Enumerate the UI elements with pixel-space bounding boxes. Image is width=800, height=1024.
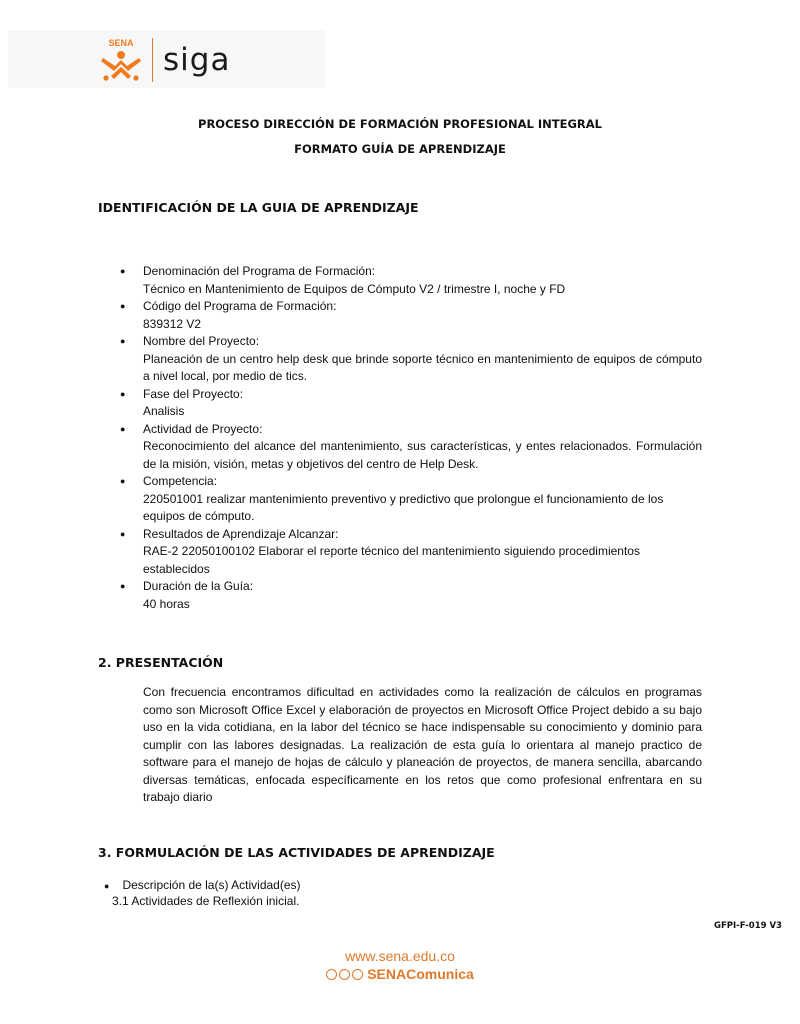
share-icon: [339, 969, 350, 980]
list-item: [120, 386, 702, 421]
item-label: Actividad de Proyecto:: [143, 421, 263, 436]
format-title: FORMATO GUÍA DE APRENDIZAJE: [294, 142, 506, 156]
list-item: [120, 526, 702, 579]
bullet-icon: ●: [120, 528, 126, 539]
identification-heading: IDENTIFICACIÓN DE LA GUIA DE APRENDIZAJE: [98, 200, 419, 215]
item-value: 220501001 realizar mantenimiento preventivo y predictivo que prolongue el funcionamiento de los equipos de cómputo.: [143, 491, 664, 523]
activity-subsection: 3.1 Actividades de Reflexión inicial.: [112, 894, 300, 908]
info-icon: [352, 969, 363, 980]
svg-text:SENA: SENA: [108, 38, 134, 48]
bullet-icon: ●: [120, 266, 126, 276]
presentation-heading: 2. PRESENTACIÓN: [98, 655, 224, 670]
footer-social: [0, 966, 800, 982]
siga-logo: siga: [163, 42, 231, 78]
list-item: [120, 333, 702, 386]
cc-icon: [326, 969, 337, 980]
item-value: 839312 V2: [143, 316, 202, 331]
item-value: Analisis: [143, 404, 185, 418]
list-item: [120, 578, 702, 613]
bullet-icon: ●: [120, 301, 126, 311]
item-value: 40 horas: [143, 596, 190, 611]
item-label: Resultados de Aprendizaje Alcanzar:: [143, 526, 339, 541]
activity-description-text: Descripción de la(s) Actividad(es): [122, 878, 301, 892]
item-label: Nombre del Proyecto:: [143, 334, 260, 348]
bullet-icon: ●: [120, 388, 126, 399]
formulation-heading: 3. FORMULACIÓN DE LAS ACTIVIDADES DE APRENDIZAJE: [98, 845, 495, 860]
item-label: Código del Programa de Formación:: [143, 299, 337, 313]
social-icons: [326, 969, 363, 980]
process-title: PROCESO DIRECCIÓN DE FORMACIÓN PROFESIONAL INTEGRAL: [198, 117, 602, 131]
item-label: Denominación del Programa de Formación:: [143, 264, 376, 278]
list-item: [120, 421, 702, 474]
list-item: [120, 298, 702, 333]
sena-logo-icon: [96, 36, 146, 84]
presentation-text: Con frecuencia encontramos dificultad en actividades como la realización de cálculos en programas como son Microsoft Office Excel y elaboración de proyectos en Microsoft Office Project debido a su bajo uso en la vida cotidiana, en la labor del técnico se hace indispensable su conocimiento y dominio para cumplir con las labores designadas. La realización de esta guía lo orientara al manejo practico de software para el manejo de hojas de cálculo y planeación de proyectos, de manera sencilla, abarcando diversas temáticas, enfocada específicamente en los retos que como profesional enfrentara en su trabajo diario: [143, 685, 702, 804]
bullet-icon: ●: [120, 336, 126, 346]
social-handle[interactable]: SENAComunica: [367, 966, 474, 982]
bullet-icon: ●: [104, 881, 110, 891]
item-value: Técnico en Mantenimiento de Equipos de Cómputo V2 / trimestre I, noche y FD: [143, 281, 566, 296]
logo-divider: [152, 38, 153, 82]
bullet-icon: ●: [120, 476, 126, 486]
identification-list: [120, 263, 702, 613]
list-item: [120, 473, 702, 526]
item-label: Duración de la Guía:: [143, 579, 254, 593]
bullet-icon: ●: [120, 423, 126, 434]
item-label: Fase del Proyecto:: [143, 386, 244, 401]
item-value: Planeación de un centro help desk que brinde soporte técnico en mantenimiento de equipos de cómputo a nivel local, por medio de tics.: [143, 351, 702, 383]
logo-area: [96, 36, 230, 84]
list-item: [120, 263, 702, 298]
document-code: GFPI-F-019 V3: [714, 921, 782, 931]
footer-url[interactable]: www.sena.edu.co: [345, 948, 455, 964]
item-label: Competencia:: [143, 474, 218, 488]
item-value: RAE-2 22050100102 Elaborar el reporte técnico del mantenimiento siguiendo procedimientos establecidos: [143, 544, 640, 576]
item-value: Reconocimiento del alcance del mantenimiento, sus características, y entes relacionados. Formulación de la misión, visión, metas y objetivos del centro de Help Desk.: [143, 439, 702, 471]
bullet-icon: ●: [120, 581, 126, 591]
